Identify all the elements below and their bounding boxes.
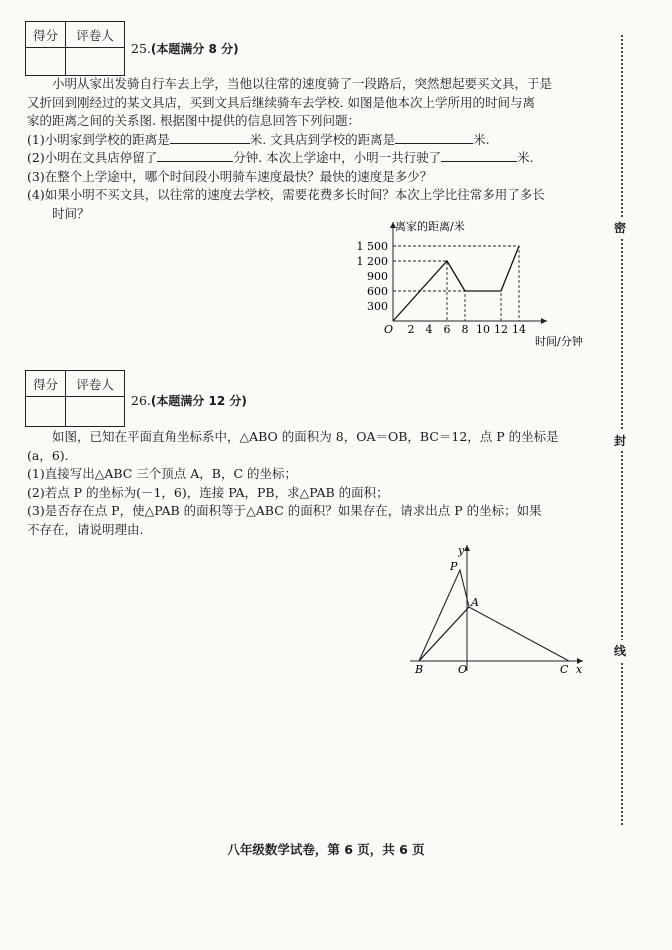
x-tick-label: 10 <box>476 323 490 336</box>
origin-label: O <box>384 323 394 336</box>
sub-question-3-cont: 不存在，请说明理由. <box>27 521 144 537</box>
y-tick-label: 900 <box>367 270 388 283</box>
score-table-q26 <box>25 370 125 427</box>
x-tick-label: 12 <box>494 323 508 336</box>
text: (2)小明在文具店停留了 <box>27 150 158 165</box>
question-25-body <box>27 75 607 223</box>
score-cell[interactable] <box>26 48 66 76</box>
triangle-abc <box>419 607 569 661</box>
y-tick-label: 600 <box>367 285 388 298</box>
grader-label: 评卷人 <box>65 371 124 397</box>
origin-label: O <box>458 663 468 675</box>
guide-line <box>393 291 501 321</box>
score-cell[interactable] <box>26 397 66 427</box>
page-footer: 八年级数学试卷，第 6 页，共 6 页 <box>227 842 425 857</box>
full-marks: (本题满分 8 分) <box>150 42 239 56</box>
grader-cell[interactable] <box>65 397 124 427</box>
grader-label: 评卷人 <box>65 22 124 48</box>
sub-question-3: (3)在整个上学途中，哪个时间段小明骑车速度最快？最快的速度是多少？ <box>27 168 433 184</box>
point-p-label: P <box>450 560 458 573</box>
y-tick-label: 1 500 <box>356 240 388 253</box>
binding-mark-feng: 封 <box>614 430 626 451</box>
axis-label-y: y <box>458 544 465 557</box>
guide-line <box>393 291 465 321</box>
series-line <box>393 246 519 321</box>
y-axis-title: 离家的距离/米 <box>395 220 465 233</box>
full-marks: (本题满分 12 分) <box>150 394 247 408</box>
answer-blank[interactable] <box>441 149 517 162</box>
answer-blank[interactable] <box>157 149 233 162</box>
question-heading <box>131 40 239 57</box>
grader-cell[interactable] <box>65 48 124 76</box>
text: 米. <box>517 150 534 165</box>
score-table-q25 <box>25 21 125 76</box>
intro-line: 小明从家出发骑自行车去上学，当他以往常的速度骑了一段路后，突然想起要买文具，于是 <box>52 76 553 91</box>
x-tick-label: 14 <box>512 323 526 336</box>
text: (1)小明家到学校的距离是 <box>27 131 170 147</box>
y-tick-label: 300 <box>367 300 388 313</box>
x-tick-label: 6 <box>443 323 451 336</box>
text: 米. <box>473 131 490 147</box>
sub-question-4-cont: 时间？ <box>52 205 90 221</box>
answer-blank[interactable] <box>395 131 473 144</box>
question-heading <box>131 392 247 409</box>
intro-line: 家的距离之间的关系图. 根据图中提供的信息回答下列问题： <box>27 113 360 128</box>
question-26-body <box>27 428 607 539</box>
intro-line: 如图，已知在平面直角坐标系中，△ABO 的面积为 8，OA＝OB，BC＝12，点 P 的坐标是 <box>52 429 559 444</box>
score-label: 得分 <box>26 22 66 48</box>
point-c-label: C <box>560 663 569 675</box>
distance-time-chart <box>335 218 600 348</box>
x-axis-title: 时间/分钟 <box>535 335 583 348</box>
sub-question-1: (1)直接写出△ABC 三个顶点 A，B，C 的坐标； <box>27 466 298 481</box>
point-a-label: A <box>471 596 479 609</box>
score-label: 得分 <box>26 371 66 397</box>
x-tick-label: 8 <box>461 323 469 336</box>
sub-question-3: (3)是否存在点 P，使△PAB 的面积等于△ABC 的面积？如果存在，请求出点 P 的坐标；如果 <box>27 503 542 518</box>
sub-question-1 <box>27 131 607 150</box>
x-tick-label: 2 <box>407 323 415 336</box>
question-number: 25. <box>131 41 151 56</box>
sub-question-2: (2)若点 P 的坐标为(－1，6)，连接 PA，PB，求△PAB 的面积； <box>27 484 389 500</box>
sub-question-4: (4)如果小明不买文具，以往常的速度去学校，需要花费多长时间？本次上学比往常多用了多长 <box>27 187 545 202</box>
binding-mark-mi: 密 <box>614 217 626 238</box>
y-tick-label: 1 200 <box>356 255 388 268</box>
answer-blank[interactable] <box>170 131 250 144</box>
text: 分钟. 本次上学途中，小明一共行驶了 <box>233 150 442 165</box>
triangle-figure <box>405 540 590 675</box>
intro-line: 又折回到刚经过的某文具店，买到文具后继续骑车去学校. 如图是他本次上学所用的时间与离 <box>27 94 535 110</box>
question-number: 26. <box>131 393 151 408</box>
text: 米. 文具店到学校的距离是 <box>249 131 396 147</box>
binding-mark-xian: 线 <box>614 640 626 661</box>
guide-line <box>393 246 519 321</box>
intro-line: (a，6). <box>27 447 69 463</box>
x-tick-label: 4 <box>425 323 433 336</box>
sub-question-2 <box>27 149 607 168</box>
point-b-label: B <box>415 663 424 675</box>
axis-label-x: x <box>576 663 583 675</box>
